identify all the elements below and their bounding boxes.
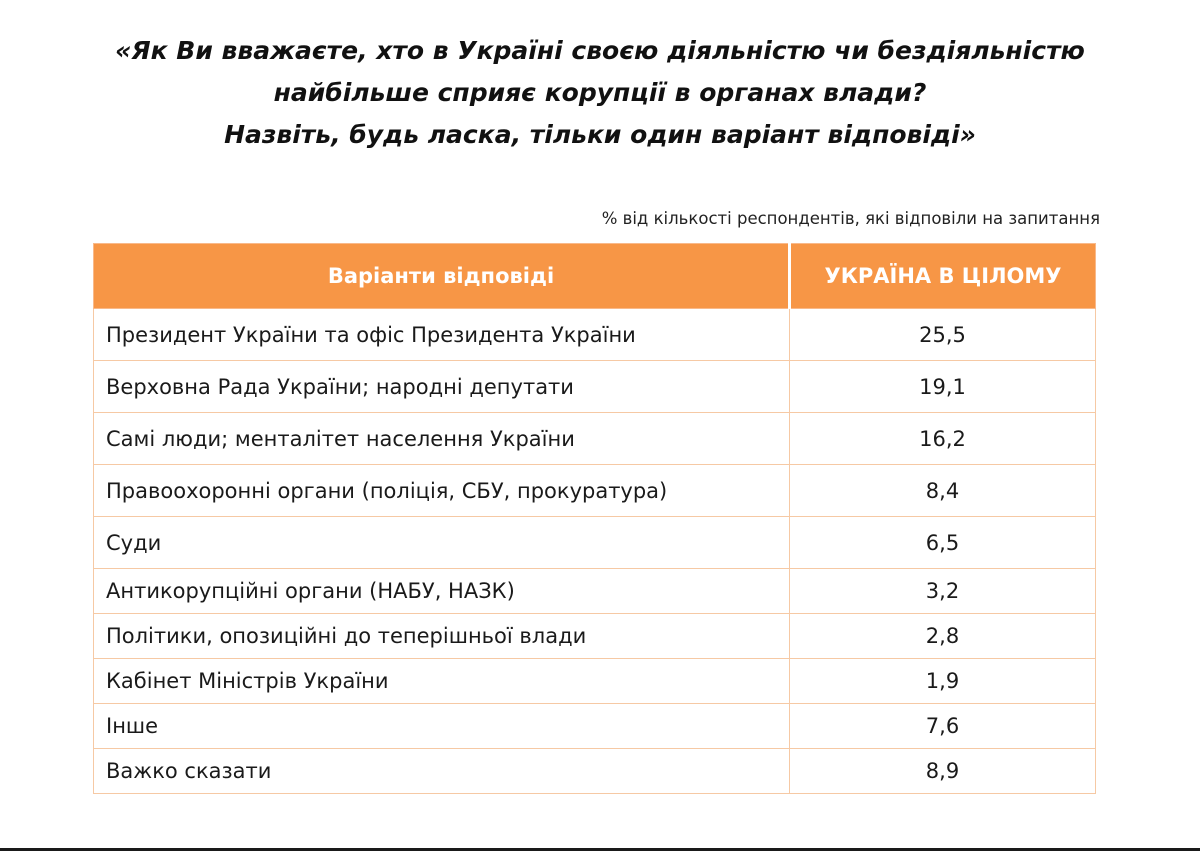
answer-label: Президент України та офіс Президента України: [94, 309, 790, 361]
answer-label: Політики, опозиційні до теперішньої влади: [94, 614, 790, 659]
answer-value: 2,8: [790, 614, 1096, 659]
header-ukraine-total: УКРАЇНА В ЦІЛОМУ: [790, 244, 1096, 309]
answer-label: Важко сказати: [94, 749, 790, 794]
answer-value: 19,1: [790, 361, 1096, 413]
respondents-note: % від кількості респондентів, які відповіли на запитання: [601, 209, 1100, 228]
answer-value: 8,9: [790, 749, 1096, 794]
title-line-3: Назвіть, будь ласка, тільки один варіант відповіді»: [224, 120, 976, 149]
answer-value: 3,2: [790, 569, 1096, 614]
results-table: [93, 243, 1096, 794]
answer-label: Кабінет Міністрів України: [94, 659, 790, 704]
answer-label: Самі люди; менталітет населення України: [94, 413, 790, 465]
bottom-divider: [0, 848, 1200, 851]
table-row: [94, 517, 1096, 569]
table-row: [94, 704, 1096, 749]
answer-value: 6,5: [790, 517, 1096, 569]
answer-label: Правоохоронні органи (поліція, СБУ, прокуратура): [94, 465, 790, 517]
answer-label: Суди: [94, 517, 790, 569]
table-row: [94, 569, 1096, 614]
table-header-row: [94, 244, 1096, 309]
answer-value: 16,2: [790, 413, 1096, 465]
table-row: [94, 361, 1096, 413]
answer-label: Інше: [94, 704, 790, 749]
table-row: [94, 614, 1096, 659]
answer-label: Верховна Рада України; народні депутати: [94, 361, 790, 413]
answer-value: 25,5: [790, 309, 1096, 361]
answer-value: 1,9: [790, 659, 1096, 704]
table-row: [94, 749, 1096, 794]
title-line-1: «Як Ви вважаєте, хто в Україні своєю діяльністю чи бездіяльністю: [115, 36, 1085, 65]
table-row: [94, 309, 1096, 361]
table-row: [94, 465, 1096, 517]
question-title: [0, 30, 1200, 156]
answer-value: 7,6: [790, 704, 1096, 749]
answer-value: 8,4: [790, 465, 1096, 517]
table-row: [94, 659, 1096, 704]
title-line-2: найбільше сприяє корупції в органах влади?: [273, 78, 927, 107]
table-row: [94, 413, 1096, 465]
header-answer-options: Варіанти відповіді: [94, 244, 790, 309]
answer-label: Антикорупційні органи (НАБУ, НАЗК): [94, 569, 790, 614]
